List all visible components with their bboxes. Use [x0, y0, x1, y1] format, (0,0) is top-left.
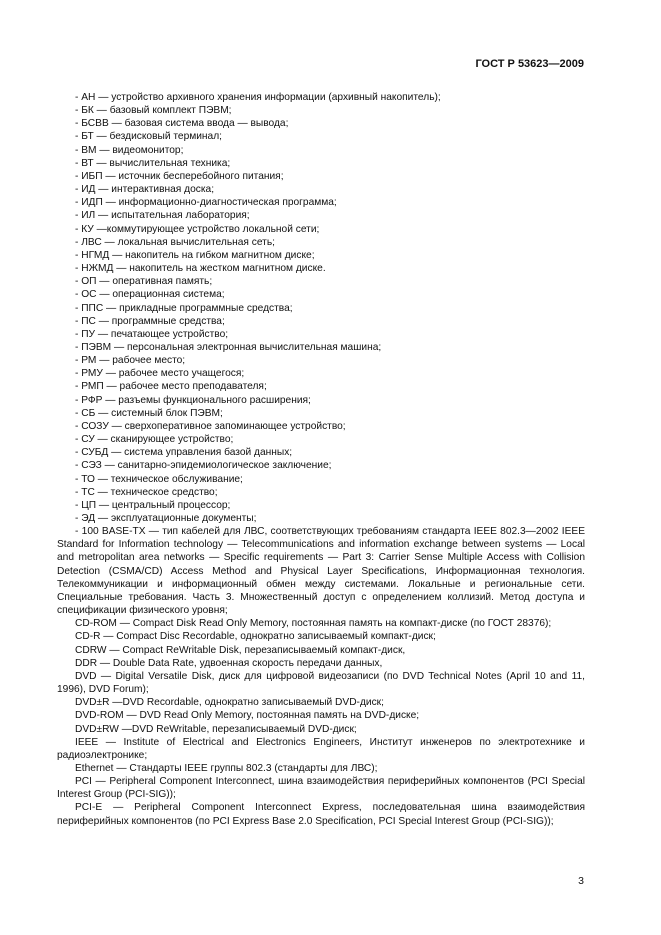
abbreviation-item: - ВТ — вычислительная техника; — [75, 157, 231, 169]
abbreviation-item: - РМП — рабочее место преподавателя; — [75, 381, 267, 393]
abbreviation-item: - ИДП — информационно-диагностическая программа; — [75, 197, 337, 209]
abbreviation-item: - ВМ — видеомонитор; — [75, 144, 184, 156]
abbreviation-item: - ТО — техническое обслуживание; — [75, 473, 243, 485]
abbreviation-item: - КУ —коммутирующее устройство локальной сети; — [75, 223, 320, 235]
abbreviation-item: - ЛВС — локальная вычислительная сеть; — [75, 236, 275, 248]
abbreviation-item: - ИЛ — испытательная лаборатория; — [75, 210, 250, 222]
document-header: ГОСТ Р 53623—2009 — [475, 58, 584, 70]
abbreviation-item: - ПЭВМ — персональная электронная вычислительная машина; — [75, 341, 382, 353]
abbreviation-item: - СБ — системный блок ПЭВМ; — [75, 407, 223, 419]
term-definition: DVD-ROM — DVD Read Only Memory, постоянная память на DVD-диске; — [75, 710, 420, 722]
term-definition: CD-R — Compact Disc Recordable, однократно записываемый компакт-диск; — [75, 631, 436, 643]
abbreviation-item: - ТС — техническое средство; — [75, 486, 218, 498]
abbreviation-item: - ПУ — печатающее устройство; — [75, 328, 229, 340]
abbreviation-item: - РМУ — рабочее место учащегося; — [75, 368, 245, 380]
term-definition: DVD — Digital Versatile Disk, диск для цифровой видеозаписи (по DVD Technical Notes (April 10 and 11, 1996), DVD Forum); — [57, 670, 585, 696]
term-list — [57, 617, 585, 828]
abbreviation-item: - ПС — программные средства; — [75, 315, 225, 327]
abbreviation-item: - РМ — рабочее место; — [75, 355, 186, 367]
abbreviation-item: - БТ — бездисковый терминал; — [75, 131, 222, 143]
term-definition: DVD±RW —DVD ReWritable, перезаписываемый DVD-диск; — [75, 723, 357, 735]
term-definition: PCI — Peripheral Component Interconnect, шина взаимодействия периферийных компонентов (PCI Special Interest Group (PCI-SIG)); — [57, 776, 585, 801]
abbreviation-list — [57, 91, 585, 525]
abbreviation-item: - ППС — прикладные программные средства; — [75, 302, 293, 314]
term-definition: DDR — Double Data Rate, удвоенная скорость передачи данных, — [75, 657, 383, 669]
page-number: 3 — [578, 875, 584, 887]
abbreviation-item: - ОС — операционная система; — [75, 289, 225, 301]
abbreviation-item: - ИБП — источник бесперебойного питания; — [75, 170, 284, 182]
base-tx-paragraph: - 100 BASE-TX — тип кабелей для ЛВС, соответствующих требованиям стандарта IEEE 802.3—2002 IEEE Standard for Information technology — Telecommunications and information exchange between systems — Local and metropolitan area networks — Specific requirements — Part 3: Carrier Sense Multiple Access with Collision Detection (CSMA/CD) Access Method and Physical Layer Specifications, Информационная технология. Телекоммуникации и информационный обмен между системами. Локальные и региональные сети. Специальные требования. Часть 3. Множественный доступ с определением коллизий. Метод доступа и спецификации физического уровня; — [57, 526, 585, 617]
term-definition: Ethernet — Стандарты IEEE группы 802.3 (стандарты для ЛВС); — [75, 762, 378, 774]
abbreviation-item: - ЭД — эксплуатационные документы; — [75, 513, 257, 524]
abbreviation-item: - СЭЗ — санитарно-эпидемиологическое заключение; — [75, 460, 332, 472]
abbreviation-item: - ЦП — центральный процессор; — [75, 499, 231, 511]
term-definition: DVD±R —DVD Recordable, однократно записываемый DVD-диск; — [75, 697, 384, 709]
abbreviation-item: - ОП — оперативная память; — [75, 276, 213, 288]
abbreviation-item: - НГМД — накопитель на гибком магнитном диске; — [75, 249, 315, 261]
term-definition: CD-ROM — Compact Disk Read Only Memory, постоянная память на компакт-диске (по ГОСТ 28376); — [75, 618, 552, 630]
term-definition: PCI-E — Peripheral Component Interconnect Express, последовательная шина взаимодействия периферийных компонентов (по PCI Express Base 2.0 Specification, PCI Special Interest Group (PCI-SIG)); — [57, 802, 585, 827]
page-content — [57, 91, 585, 828]
term-definition: IEEE — Institute of Electrical and Electronics Engineers, Институт инженеров по электротехнике и радиоэлектронике; — [57, 736, 585, 761]
abbreviation-item: - РФР — разъемы функционального расширения; — [75, 394, 311, 406]
abbreviation-item: - СУ — сканирующее устройство; — [75, 434, 234, 446]
abbreviation-item: - СУБД — система управления базой данных; — [75, 447, 293, 459]
abbreviation-item: - БСВВ — базовая система ввода — вывода; — [75, 118, 289, 130]
abbreviation-item: - НЖМД — накопитель на жестком магнитном диске. — [75, 263, 326, 275]
abbreviation-item: - АН — устройство архивного хранения информации (архивный накопитель); — [75, 92, 441, 103]
term-definition: CDRW — Compact ReWritable Disk, перезаписываемый компакт-диск, — [75, 644, 406, 656]
abbreviation-item: - БК — базовый комплект ПЭВМ; — [75, 105, 232, 117]
abbreviation-item: - СОЗУ — сверхоперативное запоминающее устройство; — [75, 420, 346, 432]
abbreviation-item: - ИД — интерактивная доска; — [75, 184, 215, 196]
